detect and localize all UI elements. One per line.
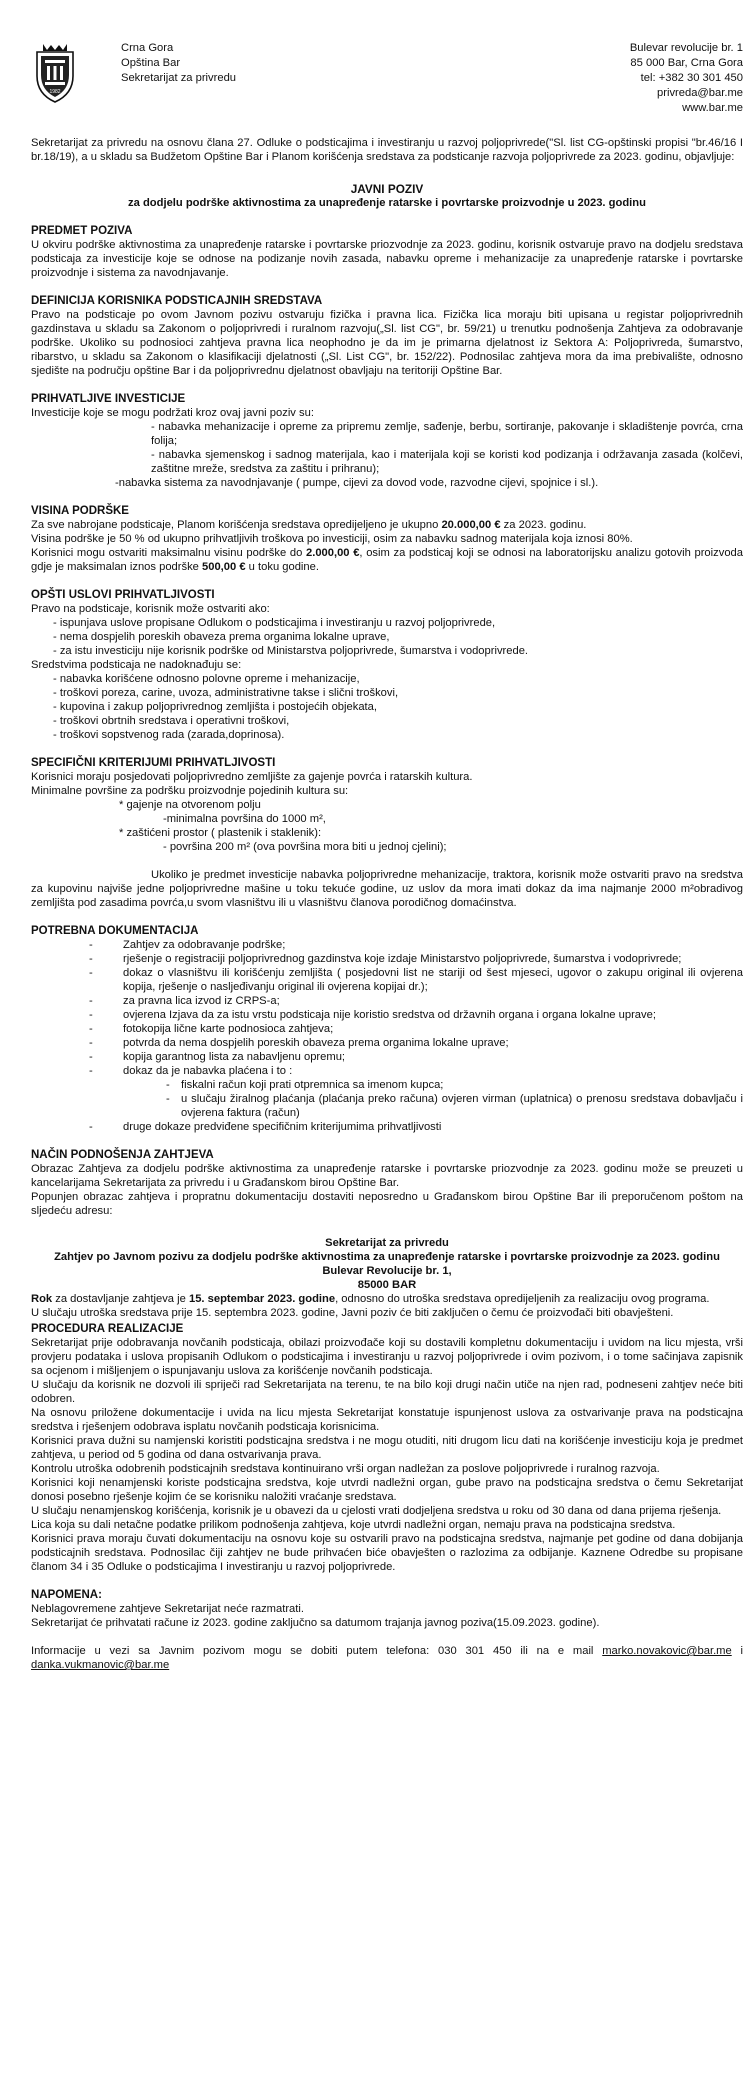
list-item: - dokaz da je nabavka plaćena i to : [31, 1064, 743, 1078]
contact-address: Bulevar revolucije br. 1 [629, 42, 743, 54]
address-line: 85000 BAR [357, 1279, 417, 1291]
org-line: Sekretarijat za privredu [121, 72, 237, 84]
email-link-danka[interactable]: danka.vukmanovic@bar.me [31, 1659, 170, 1671]
procedura-paragraph: Sekretarijat prije odobravanja novčanih podsticaja, obilazi proizvođače koji su dostavili kompletnu dokumentaciju i uvidom na licu mjesta, vrši provjeru podataka i uslova propisanih Odlukom o podsticajima i investiranju u razvoj poljoprivrede i ovim pozivom, i o tome sačinjava zapisnik sa ocjenom i mišljenjem o ispunjavanju uslova za korišćenje novčanih podsticaja. [31, 1337, 743, 1377]
procedura-paragraph: U slučaju da korisnik ne dozvoli ili spriječi rad Sekretarijata na terenu, te na bilo koji drugi način utiče na njen rad, podneseni zahtjev neće biti odobren. [31, 1379, 743, 1405]
nacin-p1: Obrazac Zahtjeva za dodjelu podrške aktivnostima za unapređenje ratarske i povrtarske priozvodnje za 2023. godinu može se preuzeti u kancelarijama Sekretarijata za privredu i u Građanskom birou Opštine Bar. [31, 1163, 743, 1189]
document-title [31, 182, 743, 210]
specificni-a2: -minimalna površina do 1000 m², [163, 813, 326, 825]
specificni-p3: Ukoliko je predmet investicije nabavka poljoprivredne mehanizacije, traktora, korisnik može ostvariti pravo na sredstva za kupovinu najviše jedne poljoprivredne mašine u toku tekuće godine, uz uslov da mora imati dokaz da ima najmanje 2000 m²obradivog zemljišta pod zasadima povrća,u svom vlasništvu ili u vlasništvu članova porodičnog domaćinstva. [31, 869, 743, 909]
contact-email-link[interactable]: privreda@bar.me [657, 87, 743, 99]
title-line-1: JAVNI POZIV [350, 182, 424, 196]
list-item: - Zahtjev za odobravanje podrške; [31, 938, 743, 952]
definicija-text: Pravo na podsticaje po ovom Javnom pozivu ostvaruju fizička i pravna lica. Fizička lica moraju biti upisana u registar poljoprivrednih gazdinstava u skladu sa Zakonom o poljoprivredi i ruralnom razvoju(„Sl. list CG", br. 59/21) u trenutku podnošenja Zahtjeva za odobravanje podrške. Ukoliko su podnosioci zahtjeva pravna lica neophodno je da im je primarna djelatnost iz Sektora A: Poljoprivreda, šumarstvo, ribarstvo, u skladu sa Zakonom o klasifikaciji djelatnosti („Sl. List CG", br. 152/22). Podnosilac zahtjeva mora da ima prebivalište, odnosno sjedište na području opštine Bar i da poljoprivrednu djelatnost obavljaju na teritoriji Opštine Bar. [31, 309, 743, 377]
coat-year: 1982 [49, 89, 61, 95]
list-item: - rješenje o registraciji poljoprivrednog gazdinstva koje izdaje Ministarstvo poljoprivrede, šumarstva i vodoprivrede; [31, 952, 743, 966]
uslovi-excluded-item: - kupovina i zakup poljoprivrednog zemljišta i postojećih objekata, [53, 701, 377, 713]
submission-address [31, 1236, 743, 1292]
list-item: - ovjerena Izjava da za istu vrstu podsticaja nije koristio sredstva od državnih organa i organa lokalne uprave; [31, 1008, 743, 1022]
uslovi-excluded-item: - nabavka korišćene odnosno polovne opreme i mehanizacije, [53, 673, 360, 685]
procedura-paragraph: Kontrolu utroška odobrenih podsticajnih sredstava kontinuirano vrši organ nadležan za poslove poljoprivrede i ruralnog razvoja. [31, 1463, 660, 1475]
procedura-paragraph: Na osnovu priložene dokumentacije i uvida na licu mjesta Sekretarijat konstatuje ispunjenost uslova za ostvarivanje prava na podsticajna sredstva i rješenjem odobrava isplatu novčanih podsticaja korisnicima. [31, 1407, 743, 1433]
rok-paragraph-2: U slučaju utroška sredstava prije 15. septembra 2023. godine, Javni poziv će biti zaključen o čemu će proizvođači biti obavješteni. [31, 1307, 674, 1319]
uslovi-intro-1: Pravo na podsticaje, korisnik može ostvariti ako: [31, 603, 270, 615]
procedura-paragraph: Korisnici koji nenamjenski koriste podsticajna sredstva, koje utvrdi nadležni organ, gube pravo na podsticajna sredstva o čemu Sekretarijat donosi posebno rješenje kojim će se korisniku naložiti vraćanje sredstava. [31, 1477, 743, 1503]
procedura-paragraph: U slučaju nenamjenskog korišćenja, korisnik je u obavezi da u cjelosti vrati dodjeljena sredstva u roku od 30 dana od dana prijema rješenja. [31, 1505, 722, 1517]
uslovi-item: - ispunjava uslove propisane Odlukom o podsticajima i investiranju u razvoj poljoprivrede, [53, 617, 496, 629]
address-line: Bulevar Revolucije br. 1, [322, 1265, 452, 1277]
org-line: Crna Gora [121, 42, 174, 54]
visina-p2: Visina podrške je 50 % od ukupno prihvatljivih troškova po investiciji, osim za nabavku sadnog materijala koja iznosi 80%. [31, 533, 633, 545]
section-heading-investicije: PRIHVATLJIVE INVESTICIJE [31, 393, 186, 405]
visina-p1: Za sve nabrojane podsticaje, Planom korišćenja sredstava opredijeljeno je ukupno 20.000,00 € za 2023. godinu. [31, 519, 587, 531]
uslovi-item: - za istu investiciju nije korisnik podrške od Ministarstva poljoprivrede, šumarstva i vodoprivrede. [53, 645, 529, 657]
specificni-a1: * gajenje na otvorenom polju [119, 799, 261, 811]
section-heading-uslovi: OPŠTI USLOVI PRIHVATLJIVOSTI [31, 589, 215, 601]
contact-city: 85 000 Bar, Crna Gora [630, 57, 743, 69]
specificni-b2: - površina 200 m² (ova površina mora biti u jednoj cjelini); [163, 841, 447, 853]
list-item: - druge dokaze predviđene specifičnim kriterijumima prihvatljivosti [31, 1120, 743, 1134]
section-heading-definicija: DEFINICIJA KORISNIKA PODSTICAJNIH SREDSTAVA [31, 295, 323, 307]
address-line: Sekretarijat za privredu [325, 1237, 449, 1249]
investicije-item: -nabavka sistema za navodnjavanje ( pumpe, cijevi za dovod vode, razvodne cijevi, spojnice i sl.). [115, 477, 599, 489]
org-line: Opština Bar [121, 57, 181, 69]
investicije-intro: Investicije koje se mogu podržati kroz ovaj javni poziv su: [31, 407, 314, 419]
uslovi-intro-2: Sredstvima podsticaja ne nadoknađuju se: [31, 659, 242, 671]
intro-paragraph: Sekretarijat za privredu na osnovu člana 27. Odluke o podsticajima i investiranju u razvoj poljoprivrede("Sl. list CG-opštinski propisi "br.46/16 I br.18/19), a u skladu sa Budžetom Opštine Bar i Planom korišćenja sredstava za podsticanje razvoja poljoprivrede za 2023. godinu, objavljuje: [31, 137, 743, 163]
contact-phone: tel: +382 30 301 450 [640, 72, 743, 84]
specificni-p1: Korisnici moraju posjedovati poljoprivredno zemljište za gajenje povrća i ratarskih kultura. [31, 771, 473, 783]
section-heading-nacin: NAČIN PODNOŠENJA ZAHTJEVA [31, 1149, 214, 1161]
list-item: - kopija garantnog lista za nabavljenu opremu; [31, 1050, 743, 1064]
predmet-text: U okviru podrške aktivnostima za unapređenje ratarske i povrtarske priozvodnje za 2023. godinu, korisnik ostvaruje pravo na dodjelu sredstava podsticaja za investicije koje se odnose na podizanje novih zasada, nabavku opreme i mehanizacije za unapređenje ratarske i povrtarske proizvodnje i sistema za navodnjavanje. [31, 239, 743, 279]
specificni-p2: Minimalne površine za podršku proizvodnje pojedinih kultura su: [31, 785, 349, 797]
dokumentacija-list-end [31, 1120, 743, 1134]
dokumentacija-sublist [31, 1078, 743, 1120]
napomena-p2: Sekretarijat će prihvatati račune iz 2023. godine zaključno sa datumom trajanja javnog poziva(15.09.2023. godine). [31, 1617, 600, 1629]
uslovi-excluded-item: - troškovi poreza, carine, uvoza, administrativne takse i slični troškovi, [53, 687, 399, 699]
info-paragraph: Informacije u vezi sa Javnim pozivom mogu se dobiti putem telefona: 030 301 450 ili na e mail marko.novakovic@bar.me i danka.vukmanovic@bar.me [31, 1645, 743, 1671]
specificni-b1: * zaštićeni prostor ( plastenik i staklenik): [119, 827, 322, 839]
section-heading-napomena: NAPOMENA: [31, 1589, 102, 1601]
dokumentacija-list [31, 938, 743, 1078]
napomena-p1: Neblagovremene zahtjeve Sekretarijat neće razmatrati. [31, 1603, 304, 1615]
address-line: Zahtjev po Javnom pozivu za dodjelu podrške aktivnostima za unapređenje ratarske i povrtarske proizvodnje za 2023. godinu [54, 1251, 720, 1263]
contact-website-link[interactable]: www.bar.me [682, 102, 743, 114]
list-item: - fiskalni račun koji prati otpremnica sa imenom kupca; [31, 1078, 743, 1092]
list-item: - fotokopija lične karte podnosioca zahtjeva; [31, 1022, 743, 1036]
procedura-paragraph: Korisnici prava dužni su namjenski koristiti podsticajna sredstva i ne mogu otuditi, niti drugom licu dati na korišćenje investiciju koja je predmet zahtjeva, u period od 5 godina od dana ostvarivanja prava. [31, 1435, 743, 1461]
contact-block [630, 41, 743, 116]
investicije-item: - nabavka sjemenskog i sadnog materijala, kao i materijala koji se koristi kod podizanja i održavanja zasada (kolčevi, zaštitne mreže, sredstva za zaštitu i prihranu); [151, 449, 743, 475]
organization-block [121, 41, 236, 86]
list-item: - potvrda da nema dospjelih poreskih obaveza prema organima lokalne uprave; [31, 1036, 743, 1050]
coat-of-arms-icon [31, 42, 79, 104]
nacin-p2: Popunjen obrazac zahtjeva i propratnu dokumentaciju dostaviti neposredno u Građanskom birou Opštine Bar ili preporučenom poštom na sljedeću adresu: [31, 1191, 743, 1217]
rok-paragraph: Rok za dostavljanje zahtjeva je 15. septembar 2023. godine, odnosno do utroška sredstava opredijeljenih za realizaciju ovog programa. [31, 1293, 710, 1305]
section-heading-visina: VISINA PODRŠKE [31, 505, 129, 517]
procedura-paragraph: Korisnici prava moraju čuvati dokumentaciju na osnovu koje su ostvarili pravo na podsticajna sredstva, najmanje pet godine od dana dobijanja podsticajnih sredstava. Podnosilac čiji zahtjev ne bude prihvaćen biće obavješten o razlozima za odbijanje. Kaznene Odredbe su propisane članom 34 i 35 Odluke o podsticajima I investiranju u razvoj poljoprivrede. [31, 1533, 743, 1573]
list-item: - u slučaju žiralnog plaćanja (plaćanja preko računa) ovjeren virman (uplatnica) o prenosu sredstava dobavljaču i ovjerena faktura (račun) [31, 1092, 743, 1120]
list-item: - za pravna lica izvod iz CRPS-a; [31, 994, 743, 1008]
procedura-paragraph: Lica koja su dali netačne podatke prilikom podnošenja zahtjeva, koje utvrdi nadležni organ, nemaju prava na podsticajna sredstva. [31, 1519, 676, 1531]
investicije-item: - nabavka mehanizacije i opreme za pripremu zemlje, sađenje, berbu, sortiranje, pakovanje i skladištenje povrća, crna folija; [151, 421, 743, 447]
uslovi-excluded-item: - troškovi sopstvenog rada (zarada,doprinosa). [53, 729, 285, 741]
uslovi-excluded-item: - troškovi obrtnih sredstava i operativni troškovi, [53, 715, 290, 727]
letterhead [31, 38, 743, 136]
email-link-marko[interactable]: marko.novakovic@bar.me [602, 1645, 732, 1657]
title-line-2: za dodjelu podrške aktivnostima za unapređenje ratarske i povrtarske proizvodnje u 2023. godinu [128, 197, 646, 209]
section-heading-dokumentacija: POTREBNA DOKUMENTACIJA [31, 925, 199, 937]
section-heading-predmet: PREDMET POZIVA [31, 225, 133, 237]
list-item: - dokaz o vlasništvu ili korišćenju zemljišta ( posjedovni list ne stariji od šest mjeseci, ugovor o zakupu original ili ovjerena kopija, rješenje o nasljeđivanju original ili ovjerena kopijai dr.); [31, 966, 743, 994]
section-heading-specificni: SPECIFIČNI KRITERIJUMI PRIHVATLJIVOSTI [31, 757, 276, 769]
uslovi-item: - nema dospjelih poreskih obaveza prema organima lokalne uprave, [53, 631, 390, 643]
visina-p3: Korisnici mogu ostvariti maksimalnu visinu podrške do 2.000,00 €, osim za podsticaj koji se odnosi na laboratorijsku analizu gotovih proizvoda gdje je maksimalan iznos podrške 500,00 € u toku godine. [31, 547, 743, 573]
section-heading-procedura: PROCEDURA REALIZACIJE [31, 1323, 184, 1335]
